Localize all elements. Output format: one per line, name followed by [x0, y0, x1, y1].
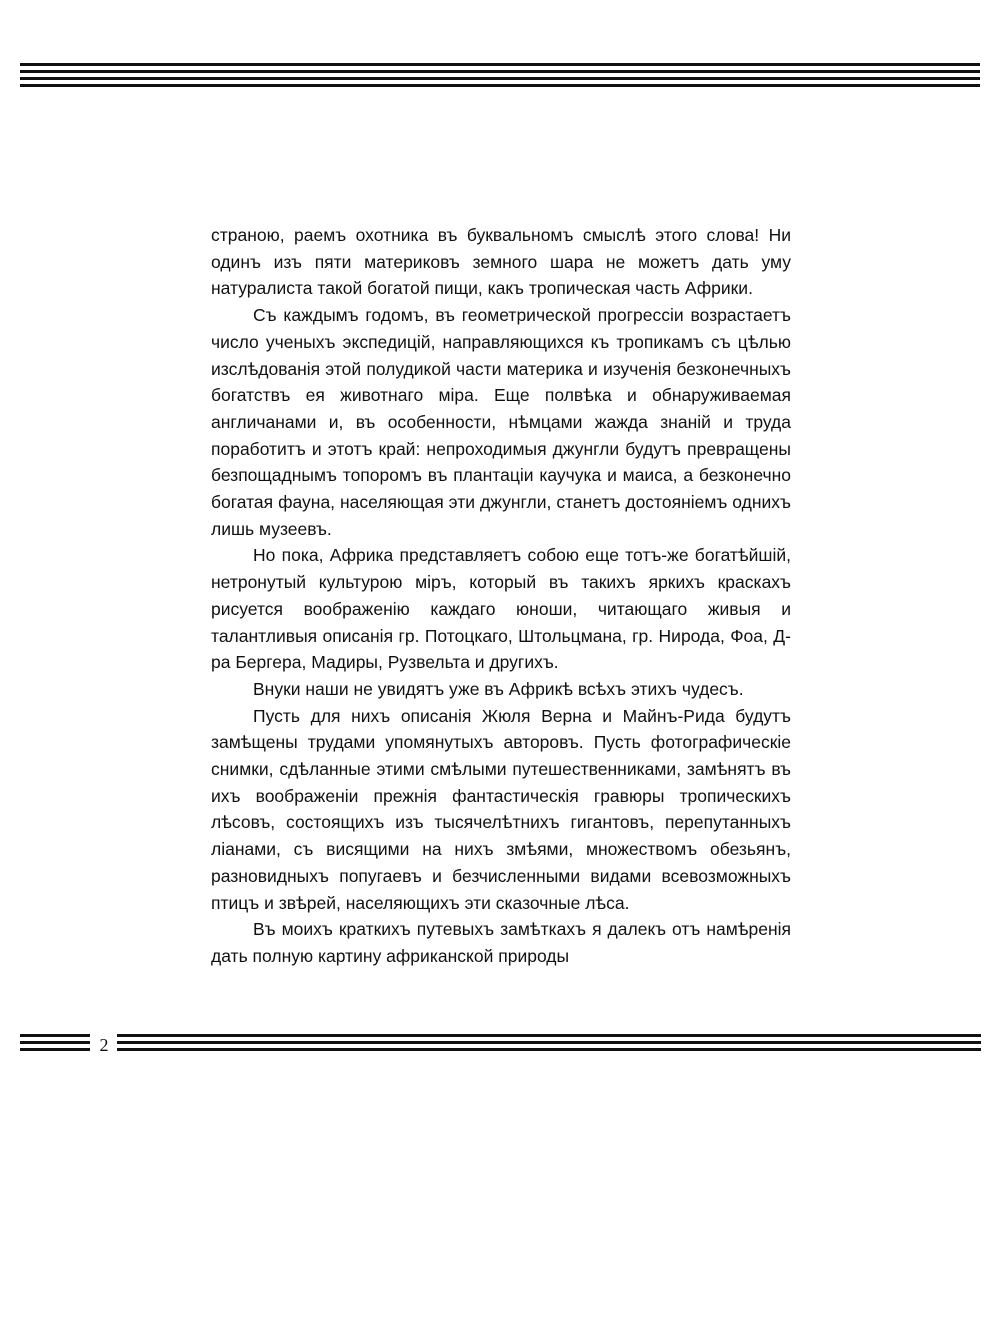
- paragraph: Въ моихъ краткихъ путевыхъ замѣткахъ я далекъ отъ намѣренія дать полную картину африканской природы: [211, 919, 791, 966]
- paragraph: Внуки наши не увидятъ уже въ Африкѣ всѣхъ этихъ чудесъ.: [253, 678, 744, 699]
- rule-line: [20, 63, 980, 66]
- paragraph: Съ каждымъ годомъ, въ геометрической прогрессіи возрастаетъ число ученыхъ экспедицій, направляющихся къ тропикамъ съ цѣлью изслѣдованія этой полудикой части материка и изученія безконечныхъ богатствъ ея животнаго міра. Еще полвѣка и обнаруживаемая англичанами и, въ особенности, нѣмцами жажда знаній и труда поработитъ и этотъ край: непроходимыя джунгли будутъ превращены безпощаднымъ топоромъ въ плантаціи каучука и маиса, а безконечно богатая фауна, населяющая эти джунгли, станетъ достояніемъ однихъ лишь музеевъ.: [211, 305, 791, 539]
- header-rule: [20, 63, 980, 87]
- rule-line: [20, 1034, 90, 1037]
- footer-rule-right: [117, 1034, 981, 1051]
- paragraph: страною, раемъ охотника въ буквальномъ смыслѣ этого слова! Ни одинъ изъ пяти материковъ земного шара не можетъ дать уму натуралиста такой богатой пищи, какъ тропическая часть Африки.: [211, 225, 791, 299]
- page-number: 2: [99, 1035, 109, 1055]
- rule-line: [20, 1048, 90, 1051]
- paragraph: Но пока, Африка представляетъ собою еще тотъ-же богатѣйшій, нетронутый культурою міръ, который въ такихъ яркихъ краскахъ рисуется воображенію каждаго юноши, читающаго живыя и талантливыя описанія гр. Потоцкаго, Штольцмана, гр. Нирода, Фоа, Д-ра Бергера, Мадиры, Рузвельта и другихъ.: [211, 545, 791, 673]
- rule-line: [20, 77, 980, 80]
- rule-line: [117, 1041, 981, 1044]
- body-text: [211, 222, 791, 970]
- rule-line: [117, 1034, 981, 1037]
- rule-line: [117, 1048, 981, 1051]
- paragraph: Пусть для нихъ описанія Жюля Верна и Майнъ-Рида будутъ замѣщены трудами упомянутыхъ авторовъ. Пусть фотографическіе снимки, сдѣланные этими смѣлыми путешественниками, замѣнятъ въ ихъ воображеніи прежнія фантастическія гравюры тропическихъ лѣсовъ, состоящихъ изъ тысячелѣтнихъ гигантовъ, перепутанныхъ ліанами, съ висящими на нихъ змѣями, множествомъ обезьянъ, разновидныхъ попугаевъ и безчисленными видами всевозможныхъ птицъ и звѣрей, населяющихъ эти сказочные лѣса.: [211, 705, 791, 913]
- rule-line: [20, 84, 980, 87]
- rule-line: [20, 1041, 90, 1044]
- rule-line: [20, 70, 980, 73]
- footer-rule-left: [20, 1034, 90, 1051]
